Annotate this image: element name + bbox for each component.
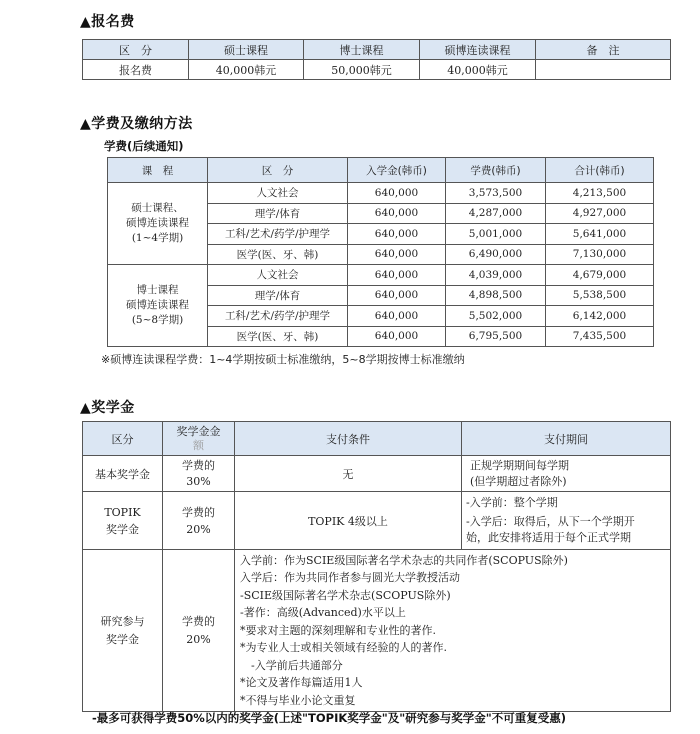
scholarship-amount-cell — [163, 550, 235, 712]
period-cell — [462, 456, 671, 492]
section-title-application-fee: ▲报名费 — [80, 14, 135, 30]
scholarship-name-line: 奖学金 — [106, 632, 139, 646]
entrance-fee-cell: 640,000 — [348, 203, 446, 224]
category-cell: 工科/艺术/药学/护理学 — [208, 224, 348, 245]
total-cell: 4,679,000 — [546, 265, 654, 286]
total-cell: 4,213,500 — [546, 183, 654, 204]
condition-line: *要求对主题的深刻理解和专业性的著作. — [240, 623, 436, 637]
period-line: (但学期超过者除外) — [470, 474, 567, 488]
tuition-cell: 4,287,000 — [446, 203, 546, 224]
course-cell — [108, 265, 208, 347]
total-cell: 7,435,500 — [546, 326, 654, 347]
period-cell — [462, 492, 671, 550]
scholarship-amount-cell — [163, 456, 235, 492]
section-title-scholarship: ▲奖学金 — [80, 400, 135, 416]
amount-line: 学费的 — [182, 614, 215, 628]
table-cell: 40,000韩元 — [189, 60, 304, 80]
condition-cell — [235, 492, 462, 550]
condition-line: 入学后：作为共同作者参与圆光大学教授活动 — [240, 571, 460, 585]
condition-line: -入学前后共通部分 — [240, 658, 343, 672]
scholarship-footer-note: -最多可获得学费50%以内的奖学金(上述"TOPIK奖学金"及"研究参与奖学金"不可重复受惠) — [92, 711, 567, 725]
column-header: 区 分 — [83, 40, 189, 60]
category-cell: 理学/体育 — [208, 203, 348, 224]
period-line: -入学后：取得后，从下一个学期开 — [466, 515, 635, 528]
category-cell: 医学(医、牙、韩) — [208, 244, 348, 265]
tuition-cell: 6,795,500 — [446, 326, 546, 347]
scholarship-table — [82, 421, 671, 712]
column-header: 备 注 — [536, 40, 671, 60]
column-header: 合计(韩币) — [546, 158, 654, 183]
scholarship-name-cell — [83, 550, 163, 712]
scholarship-name-line: 研究参与 — [100, 614, 145, 628]
tuition-cell: 3,573,500 — [446, 183, 546, 204]
scholarship-amount-cell — [163, 492, 235, 550]
category-cell: 人文社会 — [208, 183, 348, 204]
course-line: (5~8学期) — [131, 314, 184, 326]
course-line: 硕博连读课程 — [126, 299, 189, 311]
entrance-fee-cell: 640,000 — [348, 224, 446, 245]
amount-line: 学费的 — [182, 505, 215, 519]
amount-line: 30% — [186, 474, 211, 488]
table-header-row — [83, 422, 671, 456]
column-header-line: 奖学金金 — [176, 424, 221, 438]
condition-cell — [235, 550, 671, 712]
scholarship-name-line: 奖学金 — [106, 522, 139, 536]
table-row — [83, 492, 671, 550]
entrance-fee-cell: 640,000 — [348, 306, 446, 327]
table-header-row — [108, 158, 654, 183]
entrance-fee-cell: 640,000 — [348, 326, 446, 347]
category-cell: 医学(医、牙、韩) — [208, 326, 348, 347]
course-line: 博士课程 — [136, 284, 179, 296]
category-cell: 人文社会 — [208, 265, 348, 286]
amount-line: 20% — [186, 522, 211, 536]
column-header: 硕博连读课程 — [420, 40, 536, 60]
condition-line: TOPIK 4级以上 — [308, 514, 388, 528]
section-title-tuition: ▲学费及缴纳方法 — [80, 116, 193, 132]
tuition-cell: 5,502,000 — [446, 306, 546, 327]
condition-line: *不得与毕业小论文重复 — [240, 693, 356, 707]
tuition-cell: 5,001,000 — [446, 224, 546, 245]
table-header-row — [83, 40, 671, 60]
scholarship-name-cell — [83, 456, 163, 492]
table-cell: 40,000韩元 — [420, 60, 536, 80]
column-header: 区分 — [83, 422, 163, 456]
entrance-fee-cell: 640,000 — [348, 285, 446, 306]
condition-line: *论文及著作每篇适用1人 — [240, 676, 363, 690]
course-cell — [108, 183, 208, 265]
table-row — [83, 550, 671, 712]
tuition-cell: 4,898,500 — [446, 285, 546, 306]
table-row — [108, 265, 654, 286]
scholarship-name-line: TOPIK — [104, 505, 141, 519]
table-row — [108, 183, 654, 204]
category-cell: 理学/体育 — [208, 285, 348, 306]
column-header-line: 额 — [193, 438, 204, 452]
course-line: 硕博连读课程 — [126, 217, 189, 229]
scholarship-name-cell — [83, 492, 163, 550]
column-header: 学费(韩币) — [446, 158, 546, 183]
application-fee-table — [82, 39, 671, 80]
entrance-fee-cell: 640,000 — [348, 265, 446, 286]
column-header: 硕士课程 — [189, 40, 304, 60]
total-cell: 5,538,500 — [546, 285, 654, 306]
period-line: -入学前：整个学期 — [466, 496, 558, 509]
entrance-fee-cell: 640,000 — [348, 183, 446, 204]
category-cell: 工科/艺术/药学/护理学 — [208, 306, 348, 327]
total-cell: 4,927,000 — [546, 203, 654, 224]
table-cell — [536, 60, 671, 80]
column-header: 支付条件 — [235, 422, 462, 456]
tuition-subtitle: 学费(后续通知) — [104, 139, 184, 153]
table-cell: 50,000韩元 — [304, 60, 420, 80]
table-row — [83, 456, 671, 492]
course-line: (1~4学期) — [131, 232, 184, 244]
tuition-cell: 4,039,000 — [446, 265, 546, 286]
total-cell: 7,130,000 — [546, 244, 654, 265]
tuition-table — [107, 157, 654, 347]
condition-line: 无 — [342, 467, 354, 481]
tuition-cell: 6,490,000 — [446, 244, 546, 265]
condition-line: -著作：高级(Advanced)水平以上 — [240, 606, 406, 620]
column-header: 课 程 — [108, 158, 208, 183]
condition-line: -SCIE级国际著名学术杂志(SCOPUS除外) — [240, 588, 451, 602]
table-row — [83, 60, 671, 80]
column-header: 博士课程 — [304, 40, 420, 60]
total-cell: 6,142,000 — [546, 306, 654, 327]
entrance-fee-cell: 640,000 — [348, 244, 446, 265]
period-line: 正规学期期间每学期 — [470, 458, 569, 472]
tuition-note: ※硕博连读课程学费：1~4学期按硕士标准缴纳，5~8学期按博士标准缴纳 — [101, 353, 465, 366]
course-line: 硕士课程、 — [131, 202, 184, 214]
scholarship-name-line: 基本奖学金 — [95, 467, 150, 481]
amount-line: 20% — [186, 632, 211, 646]
condition-cell — [235, 456, 462, 492]
table-cell: 报名费 — [83, 60, 189, 80]
column-header: 支付期间 — [462, 422, 671, 456]
condition-lines — [240, 552, 670, 710]
period-line: 始，此安排将适用于每个正式学期 — [466, 531, 631, 544]
column-header: 区 分 — [208, 158, 348, 183]
condition-line: 入学前：作为SCIE级国际著名学术杂志的共同作者(SCOPUS除外) — [240, 553, 568, 567]
amount-line: 学费的 — [182, 458, 215, 472]
column-header: 入学金(韩币) — [348, 158, 446, 183]
condition-line: *为专业人士或相关领域有经验的人的著作. — [240, 641, 447, 655]
column-header — [163, 422, 235, 456]
total-cell: 5,641,000 — [546, 224, 654, 245]
